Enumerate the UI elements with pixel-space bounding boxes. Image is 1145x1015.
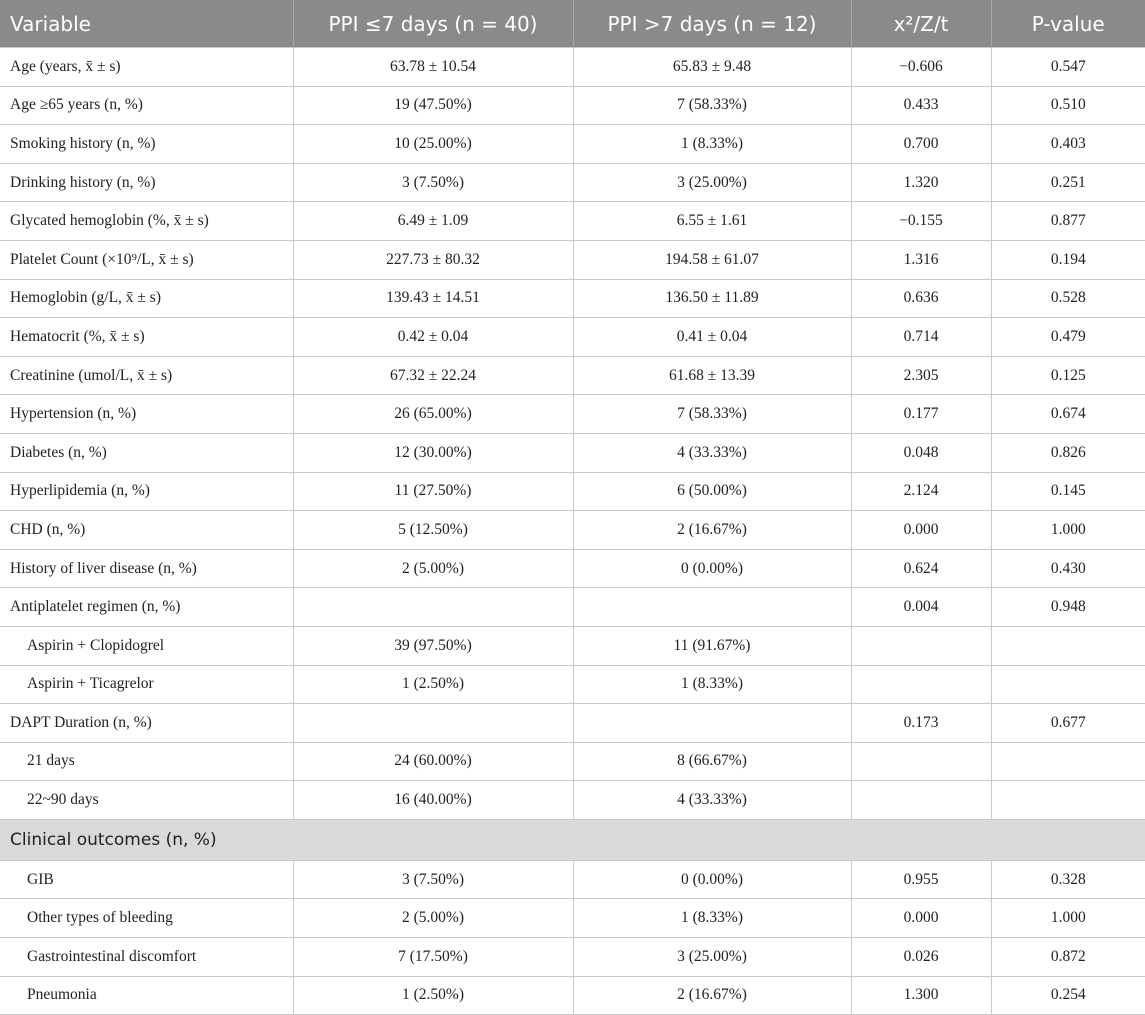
cell-stat: 0.700 [851, 125, 991, 164]
cell-group1 [293, 588, 573, 627]
table-row [0, 356, 1145, 395]
cell-stat: 0.000 [851, 511, 991, 550]
cell-group1: 2 (5.00%) [293, 899, 573, 938]
table-row [0, 48, 1145, 87]
cell-variable: Age ≥65 years (n, %) [0, 86, 293, 125]
cell-group1: 26 (65.00%) [293, 395, 573, 434]
table-row [0, 938, 1145, 977]
cell-pvalue [991, 781, 1145, 820]
cell-pvalue: 0.948 [991, 588, 1145, 627]
cell-group2: 1 (8.33%) [573, 125, 851, 164]
cell-variable: Aspirin + Clopidogrel [0, 626, 293, 665]
cell-group1: 0.42 ± 0.04 [293, 318, 573, 357]
cell-variable: Age (years, x̄ ± s) [0, 48, 293, 87]
cell-group2: 6 (50.00%) [573, 472, 851, 511]
cell-group2: 0 (0.00%) [573, 549, 851, 588]
cell-group1: 1 (2.50%) [293, 665, 573, 704]
cell-stat [851, 742, 991, 781]
table-row [0, 318, 1145, 357]
cell-pvalue: 0.877 [991, 202, 1145, 241]
cell-group2: 0 (0.00%) [573, 860, 851, 899]
cell-stat: 1.300 [851, 976, 991, 1015]
cell-group2: 2 (16.67%) [573, 976, 851, 1015]
cell-pvalue: 0.254 [991, 976, 1145, 1015]
cell-group2: 3 (25.00%) [573, 163, 851, 202]
cell-group1: 3 (7.50%) [293, 860, 573, 899]
cell-group2: 6.55 ± 1.61 [573, 202, 851, 241]
cell-stat: 1.316 [851, 240, 991, 279]
table-row [0, 86, 1145, 125]
cell-group2: 11 (91.67%) [573, 626, 851, 665]
header-variable: Variable [0, 0, 293, 48]
cell-stat: 2.305 [851, 356, 991, 395]
cell-group2: 7 (58.33%) [573, 86, 851, 125]
table-row [0, 240, 1145, 279]
cell-group2: 61.68 ± 13.39 [573, 356, 851, 395]
cell-group1 [293, 704, 573, 743]
cell-group2: 8 (66.67%) [573, 742, 851, 781]
cell-pvalue: 1.000 [991, 899, 1145, 938]
cell-variable: History of liver disease (n, %) [0, 549, 293, 588]
table-row [0, 163, 1145, 202]
cell-pvalue: 0.826 [991, 433, 1145, 472]
cell-group2: 7 (58.33%) [573, 395, 851, 434]
cell-pvalue: 1.000 [991, 511, 1145, 550]
table-row [0, 899, 1145, 938]
table-row [0, 588, 1145, 627]
cell-variable: Pneumonia [0, 976, 293, 1015]
cell-variable: Platelet Count (×10⁹/L, x̄ ± s) [0, 240, 293, 279]
cell-stat: 0.624 [851, 549, 991, 588]
cell-group2: 2 (16.67%) [573, 511, 851, 550]
table-row [0, 395, 1145, 434]
cell-group1: 7 (17.50%) [293, 938, 573, 977]
cell-pvalue: 0.251 [991, 163, 1145, 202]
cell-pvalue: 0.674 [991, 395, 1145, 434]
cell-group1: 5 (12.50%) [293, 511, 573, 550]
cell-stat: 0.173 [851, 704, 991, 743]
cell-group2: 65.83 ± 9.48 [573, 48, 851, 87]
cell-group2: 4 (33.33%) [573, 781, 851, 820]
section-label: Clinical outcomes (n, %) [0, 819, 1145, 860]
table-row [0, 781, 1145, 820]
cell-pvalue: 0.872 [991, 938, 1145, 977]
cell-group1: 63.78 ± 10.54 [293, 48, 573, 87]
table-row [0, 626, 1145, 665]
cell-group1: 19 (47.50%) [293, 86, 573, 125]
cell-group1: 2 (5.00%) [293, 549, 573, 588]
table-row [0, 279, 1145, 318]
cell-group2: 4 (33.33%) [573, 433, 851, 472]
table-row [0, 511, 1145, 550]
table-row [0, 125, 1145, 164]
cell-variable: Other types of bleeding [0, 899, 293, 938]
table-row [0, 742, 1145, 781]
cell-variable: Hemoglobin (g/L, x̄ ± s) [0, 279, 293, 318]
cell-group1: 10 (25.00%) [293, 125, 573, 164]
header-pvalue: P-value [991, 0, 1145, 48]
cell-variable: Antiplatelet regimen (n, %) [0, 588, 293, 627]
cell-group2: 136.50 ± 11.89 [573, 279, 851, 318]
cell-stat: 0.433 [851, 86, 991, 125]
cell-variable: Hematocrit (%, x̄ ± s) [0, 318, 293, 357]
cell-pvalue: 0.430 [991, 549, 1145, 588]
cell-stat [851, 626, 991, 665]
cell-pvalue [991, 665, 1145, 704]
table-row [0, 202, 1145, 241]
cell-pvalue: 0.145 [991, 472, 1145, 511]
cell-group1: 11 (27.50%) [293, 472, 573, 511]
cell-group1: 227.73 ± 80.32 [293, 240, 573, 279]
cell-variable: Drinking history (n, %) [0, 163, 293, 202]
cell-stat: 0.714 [851, 318, 991, 357]
cell-stat: 0.026 [851, 938, 991, 977]
cell-stat [851, 665, 991, 704]
cell-stat: 0.004 [851, 588, 991, 627]
cell-pvalue: 0.547 [991, 48, 1145, 87]
cell-stat: 0.955 [851, 860, 991, 899]
cell-group2: 3 (25.00%) [573, 938, 851, 977]
cell-pvalue: 0.328 [991, 860, 1145, 899]
cell-group1: 16 (40.00%) [293, 781, 573, 820]
cell-variable: Hypertension (n, %) [0, 395, 293, 434]
cell-group1: 6.49 ± 1.09 [293, 202, 573, 241]
cell-variable: Hyperlipidemia (n, %) [0, 472, 293, 511]
cell-stat: −0.606 [851, 48, 991, 87]
cell-stat [851, 781, 991, 820]
cell-group1: 1 (2.50%) [293, 976, 573, 1015]
cell-variable: Smoking history (n, %) [0, 125, 293, 164]
cell-group2: 194.58 ± 61.07 [573, 240, 851, 279]
cell-group1: 12 (30.00%) [293, 433, 573, 472]
cell-group2: 1 (8.33%) [573, 665, 851, 704]
cell-group1: 39 (97.50%) [293, 626, 573, 665]
header-stat: x²/Z/t [851, 0, 991, 48]
cell-variable: Creatinine (umol/L, x̄ ± s) [0, 356, 293, 395]
cell-variable: Aspirin + Ticagrelor [0, 665, 293, 704]
cell-variable: Glycated hemoglobin (%, x̄ ± s) [0, 202, 293, 241]
table-row [0, 433, 1145, 472]
cell-stat: 0.000 [851, 899, 991, 938]
table-body [0, 48, 1145, 1015]
cell-group1: 3 (7.50%) [293, 163, 573, 202]
header-group2: PPI >7 days (n = 12) [573, 0, 851, 48]
cell-pvalue: 0.677 [991, 704, 1145, 743]
cell-stat: 0.177 [851, 395, 991, 434]
header-row [0, 0, 1145, 48]
cell-pvalue: 0.528 [991, 279, 1145, 318]
section-row [0, 819, 1145, 860]
cell-group2: 1 (8.33%) [573, 899, 851, 938]
cell-group2: 0.41 ± 0.04 [573, 318, 851, 357]
cell-pvalue: 0.479 [991, 318, 1145, 357]
table-row [0, 665, 1145, 704]
cell-group1: 139.43 ± 14.51 [293, 279, 573, 318]
cell-stat: 0.636 [851, 279, 991, 318]
table-row [0, 549, 1145, 588]
table-row [0, 472, 1145, 511]
cell-pvalue: 0.194 [991, 240, 1145, 279]
cell-stat: 0.048 [851, 433, 991, 472]
header-group1: PPI ≤7 days (n = 40) [293, 0, 573, 48]
cell-variable: Diabetes (n, %) [0, 433, 293, 472]
cell-variable: CHD (n, %) [0, 511, 293, 550]
table-row [0, 860, 1145, 899]
cell-pvalue: 0.125 [991, 356, 1145, 395]
cell-pvalue [991, 742, 1145, 781]
table-row [0, 976, 1145, 1015]
cell-group2 [573, 588, 851, 627]
cell-stat: −0.155 [851, 202, 991, 241]
cell-group1: 24 (60.00%) [293, 742, 573, 781]
cell-group2 [573, 704, 851, 743]
cell-pvalue: 0.403 [991, 125, 1145, 164]
cell-stat: 2.124 [851, 472, 991, 511]
cell-stat: 1.320 [851, 163, 991, 202]
cell-variable: GIB [0, 860, 293, 899]
cell-variable: 21 days [0, 742, 293, 781]
cell-pvalue: 0.510 [991, 86, 1145, 125]
cell-variable: Gastrointestinal discomfort [0, 938, 293, 977]
cell-pvalue [991, 626, 1145, 665]
table-row [0, 704, 1145, 743]
cell-variable: 22~90 days [0, 781, 293, 820]
cell-group1: 67.32 ± 22.24 [293, 356, 573, 395]
cell-variable: DAPT Duration (n, %) [0, 704, 293, 743]
